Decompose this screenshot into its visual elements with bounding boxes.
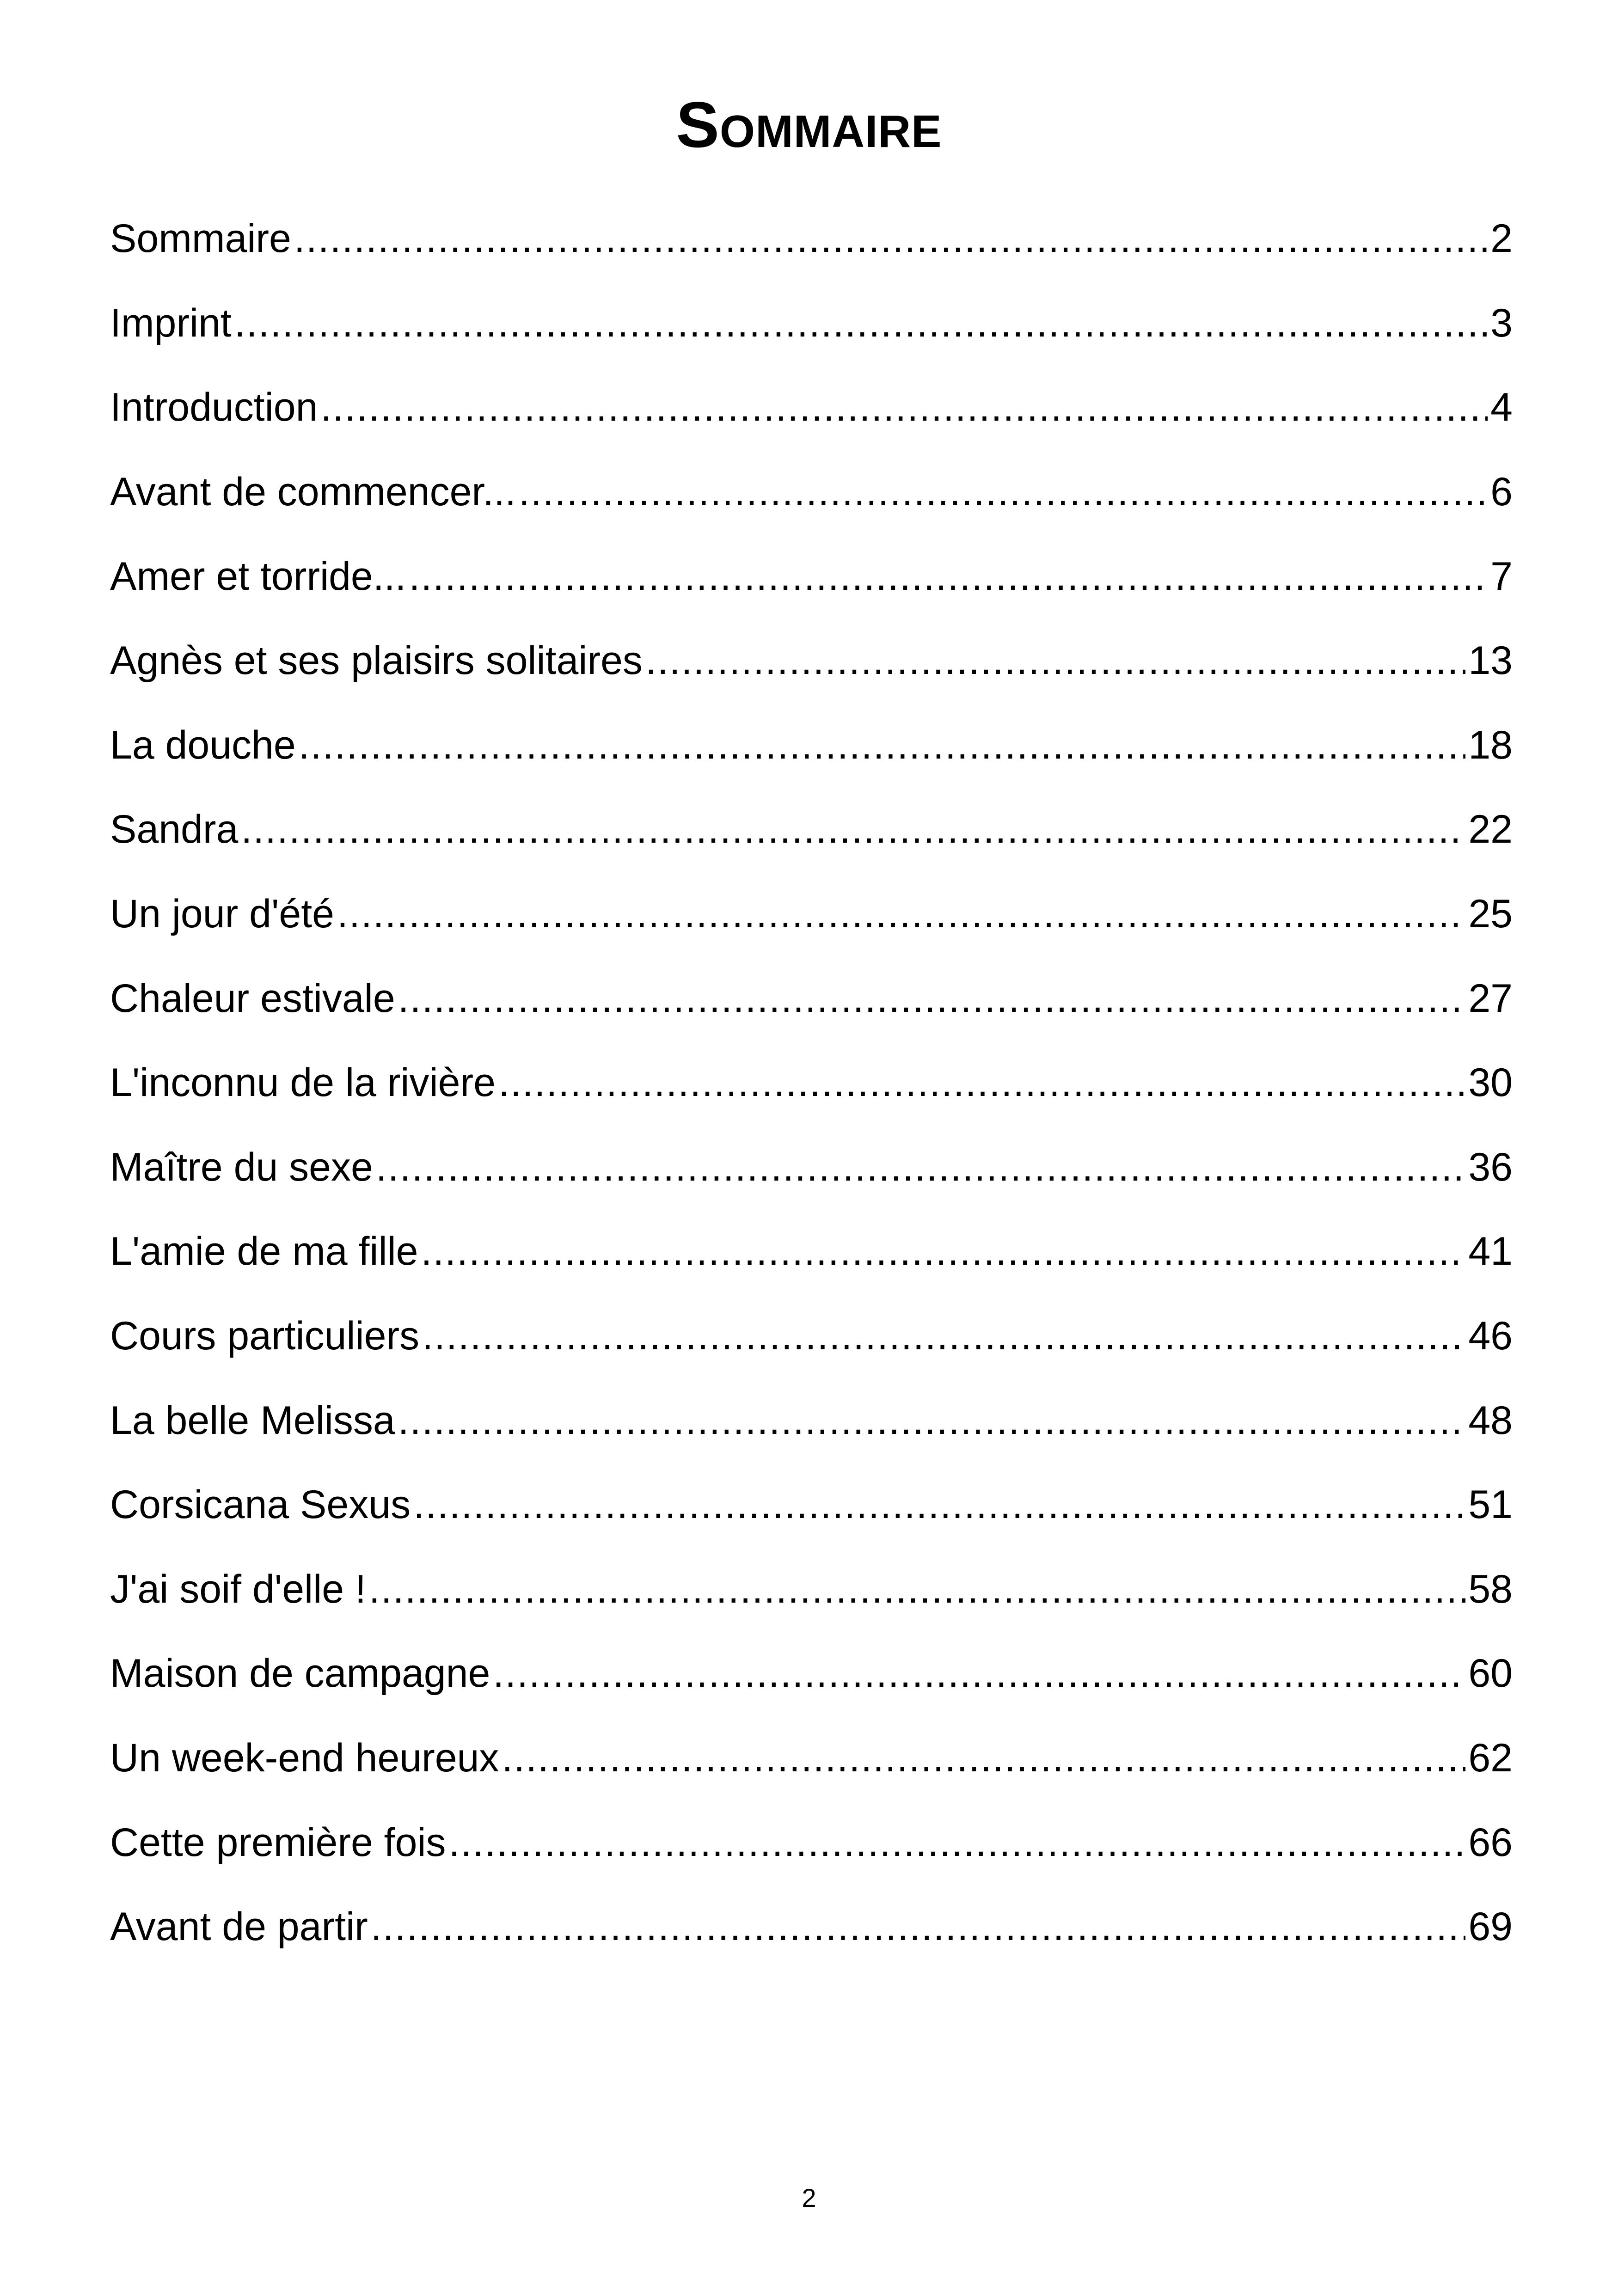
dot-leader (519, 466, 1488, 517)
dot-leader (398, 1395, 1466, 1446)
toc-entry-page: 66 (1468, 1820, 1513, 1865)
toc-entry (110, 1631, 1513, 1716)
toc-entry-title: Sandra (110, 807, 239, 852)
toc-entry-title: Chaleur estivale (110, 976, 395, 1021)
dot-leader (493, 1648, 1465, 1699)
toc-entry-page: 22 (1468, 807, 1513, 852)
toc-entry-page: 58 (1468, 1567, 1513, 1611)
toc-entry (110, 534, 1513, 618)
toc-entry-page: 69 (1468, 1904, 1513, 1949)
toc-entry-page: 60 (1468, 1651, 1513, 1696)
page-number: 2 (802, 2183, 816, 2212)
dot-leader (645, 635, 1465, 686)
toc-entry (110, 703, 1513, 788)
dot-leader (369, 1564, 1465, 1615)
dot-leader (413, 1479, 1465, 1530)
dot-leader (449, 1817, 1466, 1868)
toc-entry (110, 1547, 1513, 1632)
toc-entry (110, 1209, 1513, 1294)
toc-entry-page: 48 (1468, 1398, 1513, 1443)
dot-leader (421, 1226, 1466, 1277)
toc-entry (110, 365, 1513, 450)
toc-entry-title: Sommaire (110, 216, 291, 261)
toc-entry-page: 25 (1468, 892, 1513, 937)
toc-entry-title: L'inconnu de la rivière (110, 1060, 496, 1105)
toc-entry (110, 1716, 1513, 1800)
toc-entry (110, 1885, 1513, 1969)
toc-entry-title: Agnès et ses plaisirs solitaires (110, 638, 643, 683)
toc-entry-title: Introduction (110, 385, 318, 430)
toc-entry-page: 3 (1490, 300, 1513, 345)
toc-entry-title: Avant de commencer... (110, 470, 516, 514)
toc-entry (110, 281, 1513, 366)
dot-leader (241, 804, 1465, 855)
dot-leader (409, 551, 1488, 602)
dot-leader (234, 298, 1488, 349)
toc-entry-title: L'amie de ma fille (110, 1229, 418, 1274)
toc-entry (110, 1378, 1513, 1463)
toc-entry-title: Corsicana Sexus (110, 1482, 411, 1527)
toc-entry-page: 46 (1468, 1314, 1513, 1359)
toc-entry (110, 450, 1513, 534)
toc-entry (110, 872, 1513, 956)
toc-entry (110, 618, 1513, 703)
toc-entry (110, 196, 1513, 281)
toc-entry (110, 1041, 1513, 1125)
toc-entry-title: Cours particuliers (110, 1314, 420, 1359)
toc-entry (110, 1463, 1513, 1547)
dot-leader (320, 382, 1488, 433)
toc-entry-title: Un jour d'été (110, 892, 334, 937)
toc-entry-page: 27 (1468, 976, 1513, 1021)
dot-leader (502, 1733, 1465, 1783)
toc-entry-title: Avant de partir (110, 1904, 368, 1949)
dot-leader (398, 973, 1466, 1024)
toc-entry (110, 1294, 1513, 1378)
toc-entry-title: Imprint (110, 300, 232, 345)
toc-entry-title: Amer et torride... (110, 554, 406, 599)
toc-entry (110, 787, 1513, 872)
dot-leader (299, 720, 1466, 771)
toc-entry-page: 6 (1490, 470, 1513, 514)
dot-leader (337, 888, 1465, 939)
toc-entry-title: Cette première fois (110, 1820, 446, 1865)
toc-entry-title: La belle Melissa (110, 1398, 395, 1443)
dot-leader (376, 1142, 1466, 1193)
toc-entry-page: 18 (1468, 722, 1513, 767)
toc-entry-page: 7 (1490, 554, 1513, 599)
toc-entry-page: 41 (1468, 1229, 1513, 1274)
toc-entry-page: 36 (1468, 1145, 1513, 1189)
toc-entry (110, 1125, 1513, 1210)
toc-entry-title: La douche (110, 722, 296, 767)
dot-leader (498, 1057, 1465, 1108)
toc-entry-page: 30 (1468, 1060, 1513, 1105)
toc-entry-page: 4 (1490, 385, 1513, 430)
toc-entry (110, 956, 1513, 1041)
toc-entry-page: 13 (1468, 638, 1513, 683)
table-of-contents (110, 196, 1513, 1969)
toc-entry-page: 62 (1468, 1735, 1513, 1780)
dot-leader (422, 1310, 1465, 1361)
toc-entry-title: J'ai soif d'elle ! (110, 1567, 366, 1611)
toc-entry-page: 2 (1490, 216, 1513, 261)
dot-leader (371, 1901, 1466, 1952)
dot-leader (294, 213, 1488, 264)
toc-entry-title: Maison de campagne (110, 1651, 490, 1696)
page-title: Sommaire (676, 88, 942, 161)
toc-entry-title: Maître du sexe (110, 1145, 373, 1189)
toc-entry (110, 1800, 1513, 1885)
toc-entry-title: Un week-end heureux (110, 1735, 499, 1780)
toc-entry-page: 51 (1468, 1482, 1513, 1527)
